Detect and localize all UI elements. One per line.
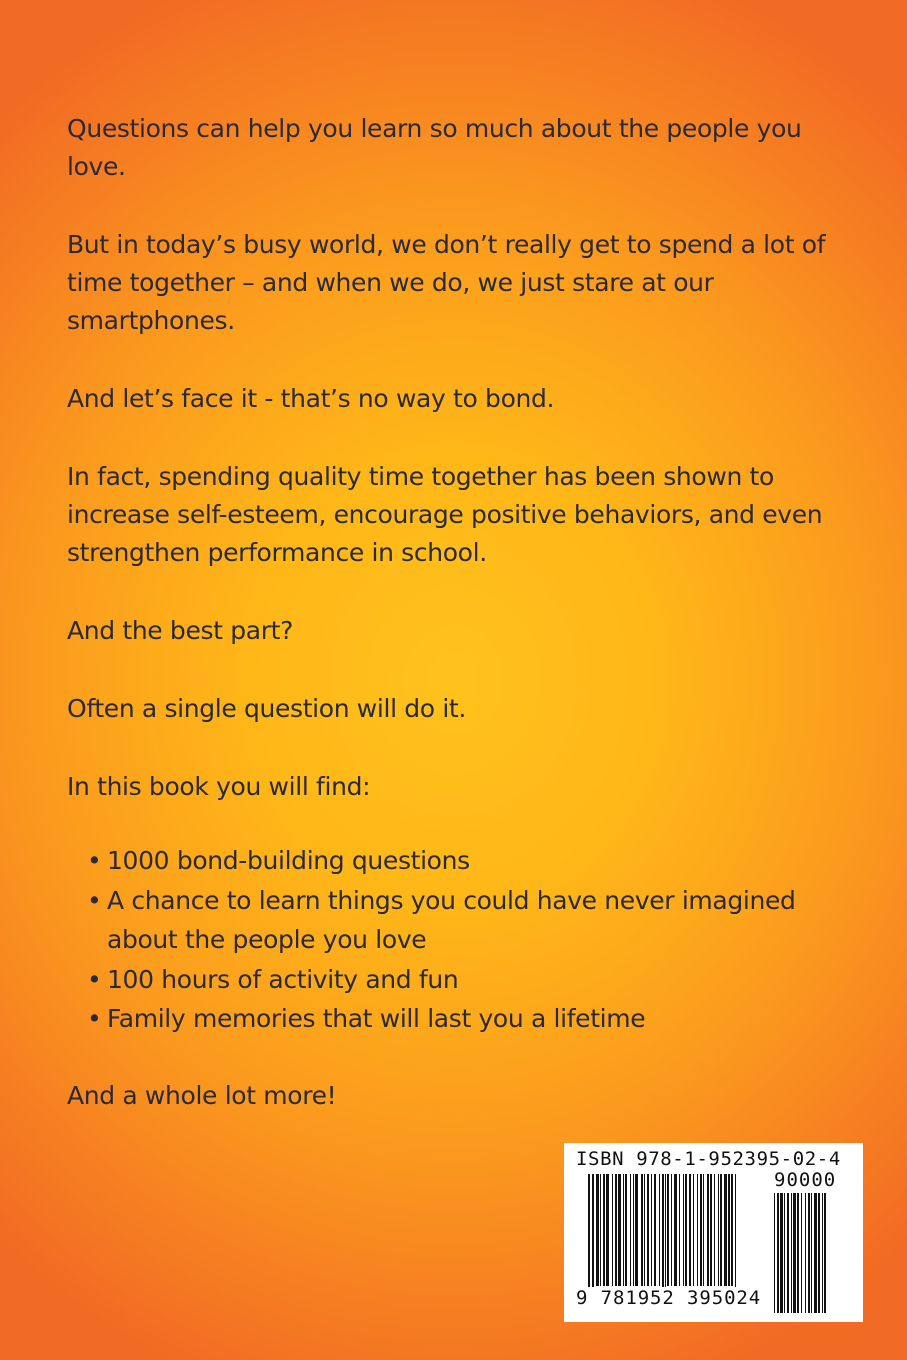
barcode-bar	[606, 1174, 609, 1286]
barcode-bar	[630, 1174, 631, 1286]
bond-paragraph: And let’s face it - that’s no way to bond.	[67, 384, 555, 413]
barcode-bar	[714, 1174, 715, 1286]
barcode-bar	[674, 1174, 677, 1286]
barcode-bar	[791, 1193, 792, 1313]
list-item	[87, 881, 847, 960]
barcode-bar	[662, 1174, 664, 1294]
barcode-bar	[625, 1174, 627, 1286]
barcode-bar	[777, 1193, 779, 1313]
bullet-icon: •	[87, 846, 102, 875]
barcode-bar	[811, 1193, 812, 1313]
back-cover-copy	[67, 110, 847, 1155]
barcode-bar	[703, 1174, 704, 1286]
closing-paragraph: And a whole lot more!	[67, 1080, 337, 1110]
list-item-text: 100 hours of activity and fun	[107, 964, 459, 994]
best-part-paragraph: And the best part?	[67, 616, 293, 645]
barcode-bar	[724, 1174, 727, 1286]
bullet-icon: •	[87, 885, 102, 915]
barcode-bar	[623, 1174, 624, 1286]
busy-world-paragraph: But in today’s busy world, we don’t really get to spend a lot of time together – and when we do, we just stare at our smartphones.	[67, 230, 826, 335]
addon-digits: 90000	[774, 1169, 837, 1191]
barcode-bar	[633, 1174, 634, 1286]
barcode-bar	[818, 1193, 820, 1313]
barcode-bar	[720, 1174, 722, 1286]
barcode-bar	[822, 1193, 823, 1313]
barcode-bar	[665, 1174, 666, 1294]
features-list	[67, 841, 847, 1039]
barcode-bar	[797, 1193, 799, 1313]
addon-barcode-bars	[774, 1193, 850, 1315]
ean-barcode-bars	[588, 1174, 768, 1304]
barcode-bar	[697, 1174, 698, 1286]
barcode-bar	[612, 1174, 613, 1286]
barcode-bar	[654, 1174, 656, 1286]
barcode-bar	[615, 1174, 617, 1286]
isbn-label: ISBN 978-1-952395-02-4	[576, 1148, 841, 1170]
list-item	[87, 960, 847, 1000]
barcode-bar	[689, 1174, 691, 1286]
list-item-text: A chance to learn things you could have never imagined about the people you love	[107, 885, 796, 954]
barcode-bar	[651, 1174, 652, 1286]
barcode-bar	[679, 1174, 680, 1286]
barcode-bar	[667, 1174, 669, 1286]
barcode-bar	[647, 1174, 649, 1286]
bullet-icon: •	[87, 1004, 102, 1033]
quality-time-paragraph: In fact, spending quality time together has been shown to increase self-esteem, encourage positive behaviors, and even strengthen performance in school.	[67, 462, 823, 567]
barcode-bar	[671, 1174, 672, 1286]
barcode-bar	[592, 1174, 594, 1294]
find-intro-paragraph: In this book you will find:	[67, 772, 371, 801]
barcode-bar	[718, 1174, 719, 1286]
barcode-bars-area	[576, 1170, 851, 1320]
barcode-bar	[685, 1174, 687, 1286]
barcode-bar	[635, 1174, 638, 1286]
barcode-bar	[793, 1193, 796, 1313]
barcode-bar	[600, 1174, 601, 1286]
barcode-bar	[710, 1174, 712, 1286]
barcode-bar	[814, 1193, 817, 1313]
barcode-bar	[731, 1174, 733, 1286]
isbn-barcode	[564, 1143, 863, 1322]
barcode-bar	[659, 1174, 660, 1286]
list-item-text: 1000 bond-building questions	[107, 846, 470, 875]
list-item-text: Family memories that will last you a lifetime	[107, 1004, 646, 1033]
barcode-bar	[780, 1193, 783, 1313]
bullet-icon: •	[87, 964, 102, 994]
barcode-bar	[618, 1174, 621, 1286]
barcode-bar	[693, 1174, 694, 1286]
barcode-bar	[588, 1174, 590, 1294]
barcode-bar	[784, 1193, 785, 1313]
barcode-bar	[787, 1193, 789, 1313]
barcode-bar	[700, 1174, 702, 1286]
barcode-bar	[644, 1174, 645, 1286]
barcode-bar	[735, 1174, 736, 1294]
barcode-bar	[596, 1174, 599, 1286]
barcode-bar	[808, 1193, 810, 1313]
single-question-paragraph: Often a single question will do it.	[67, 694, 466, 723]
barcode-bar	[603, 1174, 605, 1286]
list-item	[87, 999, 847, 1039]
barcode-bar	[707, 1174, 709, 1286]
addon-code	[774, 1170, 860, 1319]
ean-digits: 9 781952 395024	[576, 1287, 762, 1309]
barcode-bar	[683, 1174, 684, 1286]
barcode-bar	[805, 1193, 806, 1313]
intro-paragraph: Questions can help you learn so much about the people you love.	[67, 114, 802, 181]
barcode-bar	[801, 1193, 802, 1313]
barcode-bar	[728, 1174, 730, 1286]
barcode-bar	[774, 1193, 775, 1313]
list-item	[87, 841, 847, 881]
barcode-bar	[824, 1193, 826, 1313]
barcode-bar	[641, 1174, 643, 1286]
